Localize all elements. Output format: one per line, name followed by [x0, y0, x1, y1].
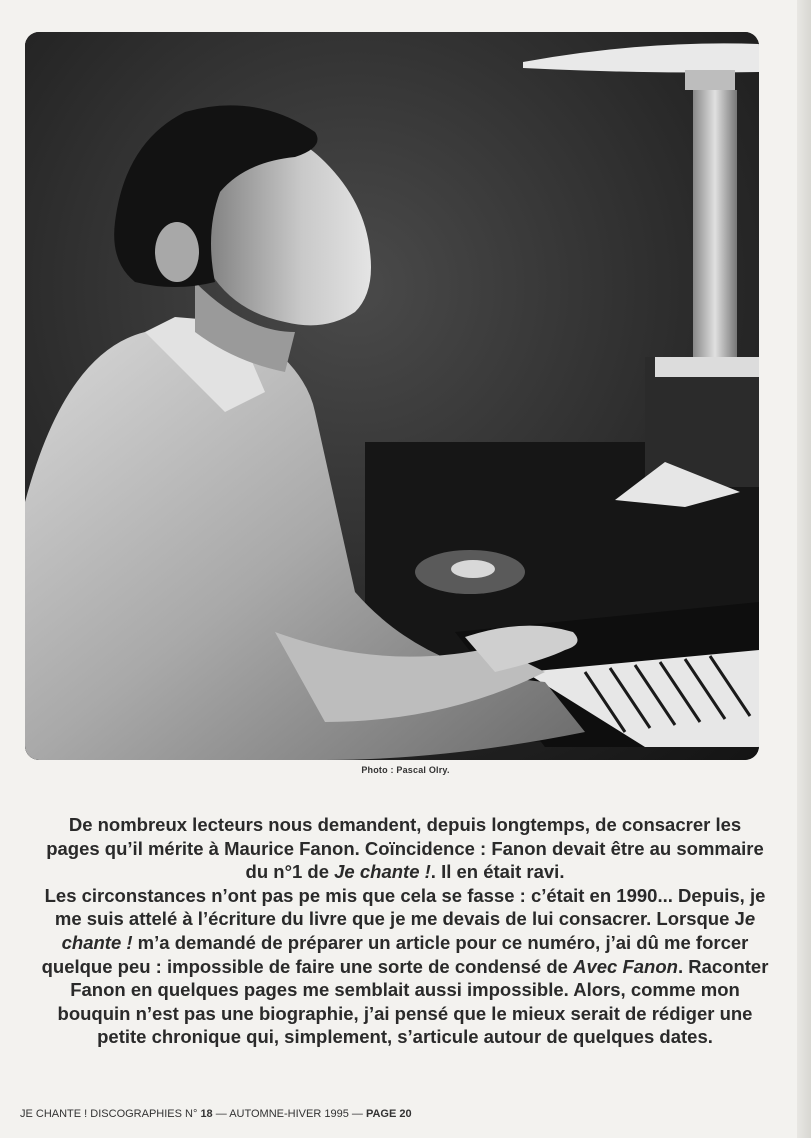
italic-title: e chante ! [61, 908, 756, 953]
footer-page: PAGE 20 [365, 1108, 412, 1120]
footer-season: — AUTOMNE-HIVER 1995 — [215, 1108, 363, 1120]
text-run: . Il en était ravi. [430, 861, 565, 883]
italic-title: Avec Fanon [573, 955, 678, 977]
footer-issue: 18 [200, 1108, 213, 1120]
footer-publication: JE CHANTE ! DISCOGRAPHIES N° [20, 1108, 198, 1120]
text-run: Les circonstances n’ont pas pe mis que cela se fasse : c’était en 1990... Depuis, je me suis attelé à l’écriture du livre que je me devais de lui consacrer. Lorsque J [44, 884, 766, 930]
article-intro [40, 813, 770, 1049]
page-edge [797, 0, 811, 1138]
text-run: De nombreux lecteurs nous demandent, depuis longtemps, de consacrer les pages qu’il mérite à Maurice Fanon. Coïncidence : Fanon devait être au sommaire du n°1 de [46, 814, 764, 883]
paragraph-2 [40, 884, 770, 1049]
italic-title: Je chante ! [334, 861, 431, 883]
text-run: . Raconter Fanon en quelques pages me semblait aussi impossible. Alors, comme mon bouquin n’est pas une biographie, j’ai pensé que le mieux serait de rédiger une petite chronique qui, simplement, s’articule autour de quelques dates. [57, 955, 769, 1048]
text-run: m’a demandé de préparer un article pour ce numéro, j’ai dû me forcer quelque peu : impossible de faire une sorte de condensé de [41, 931, 749, 977]
photo-caption: Photo : Pascal Olry. [361, 765, 450, 775]
paragraph-1 [40, 813, 770, 884]
photograph-pianist [25, 32, 759, 760]
page-footer [20, 1108, 412, 1120]
